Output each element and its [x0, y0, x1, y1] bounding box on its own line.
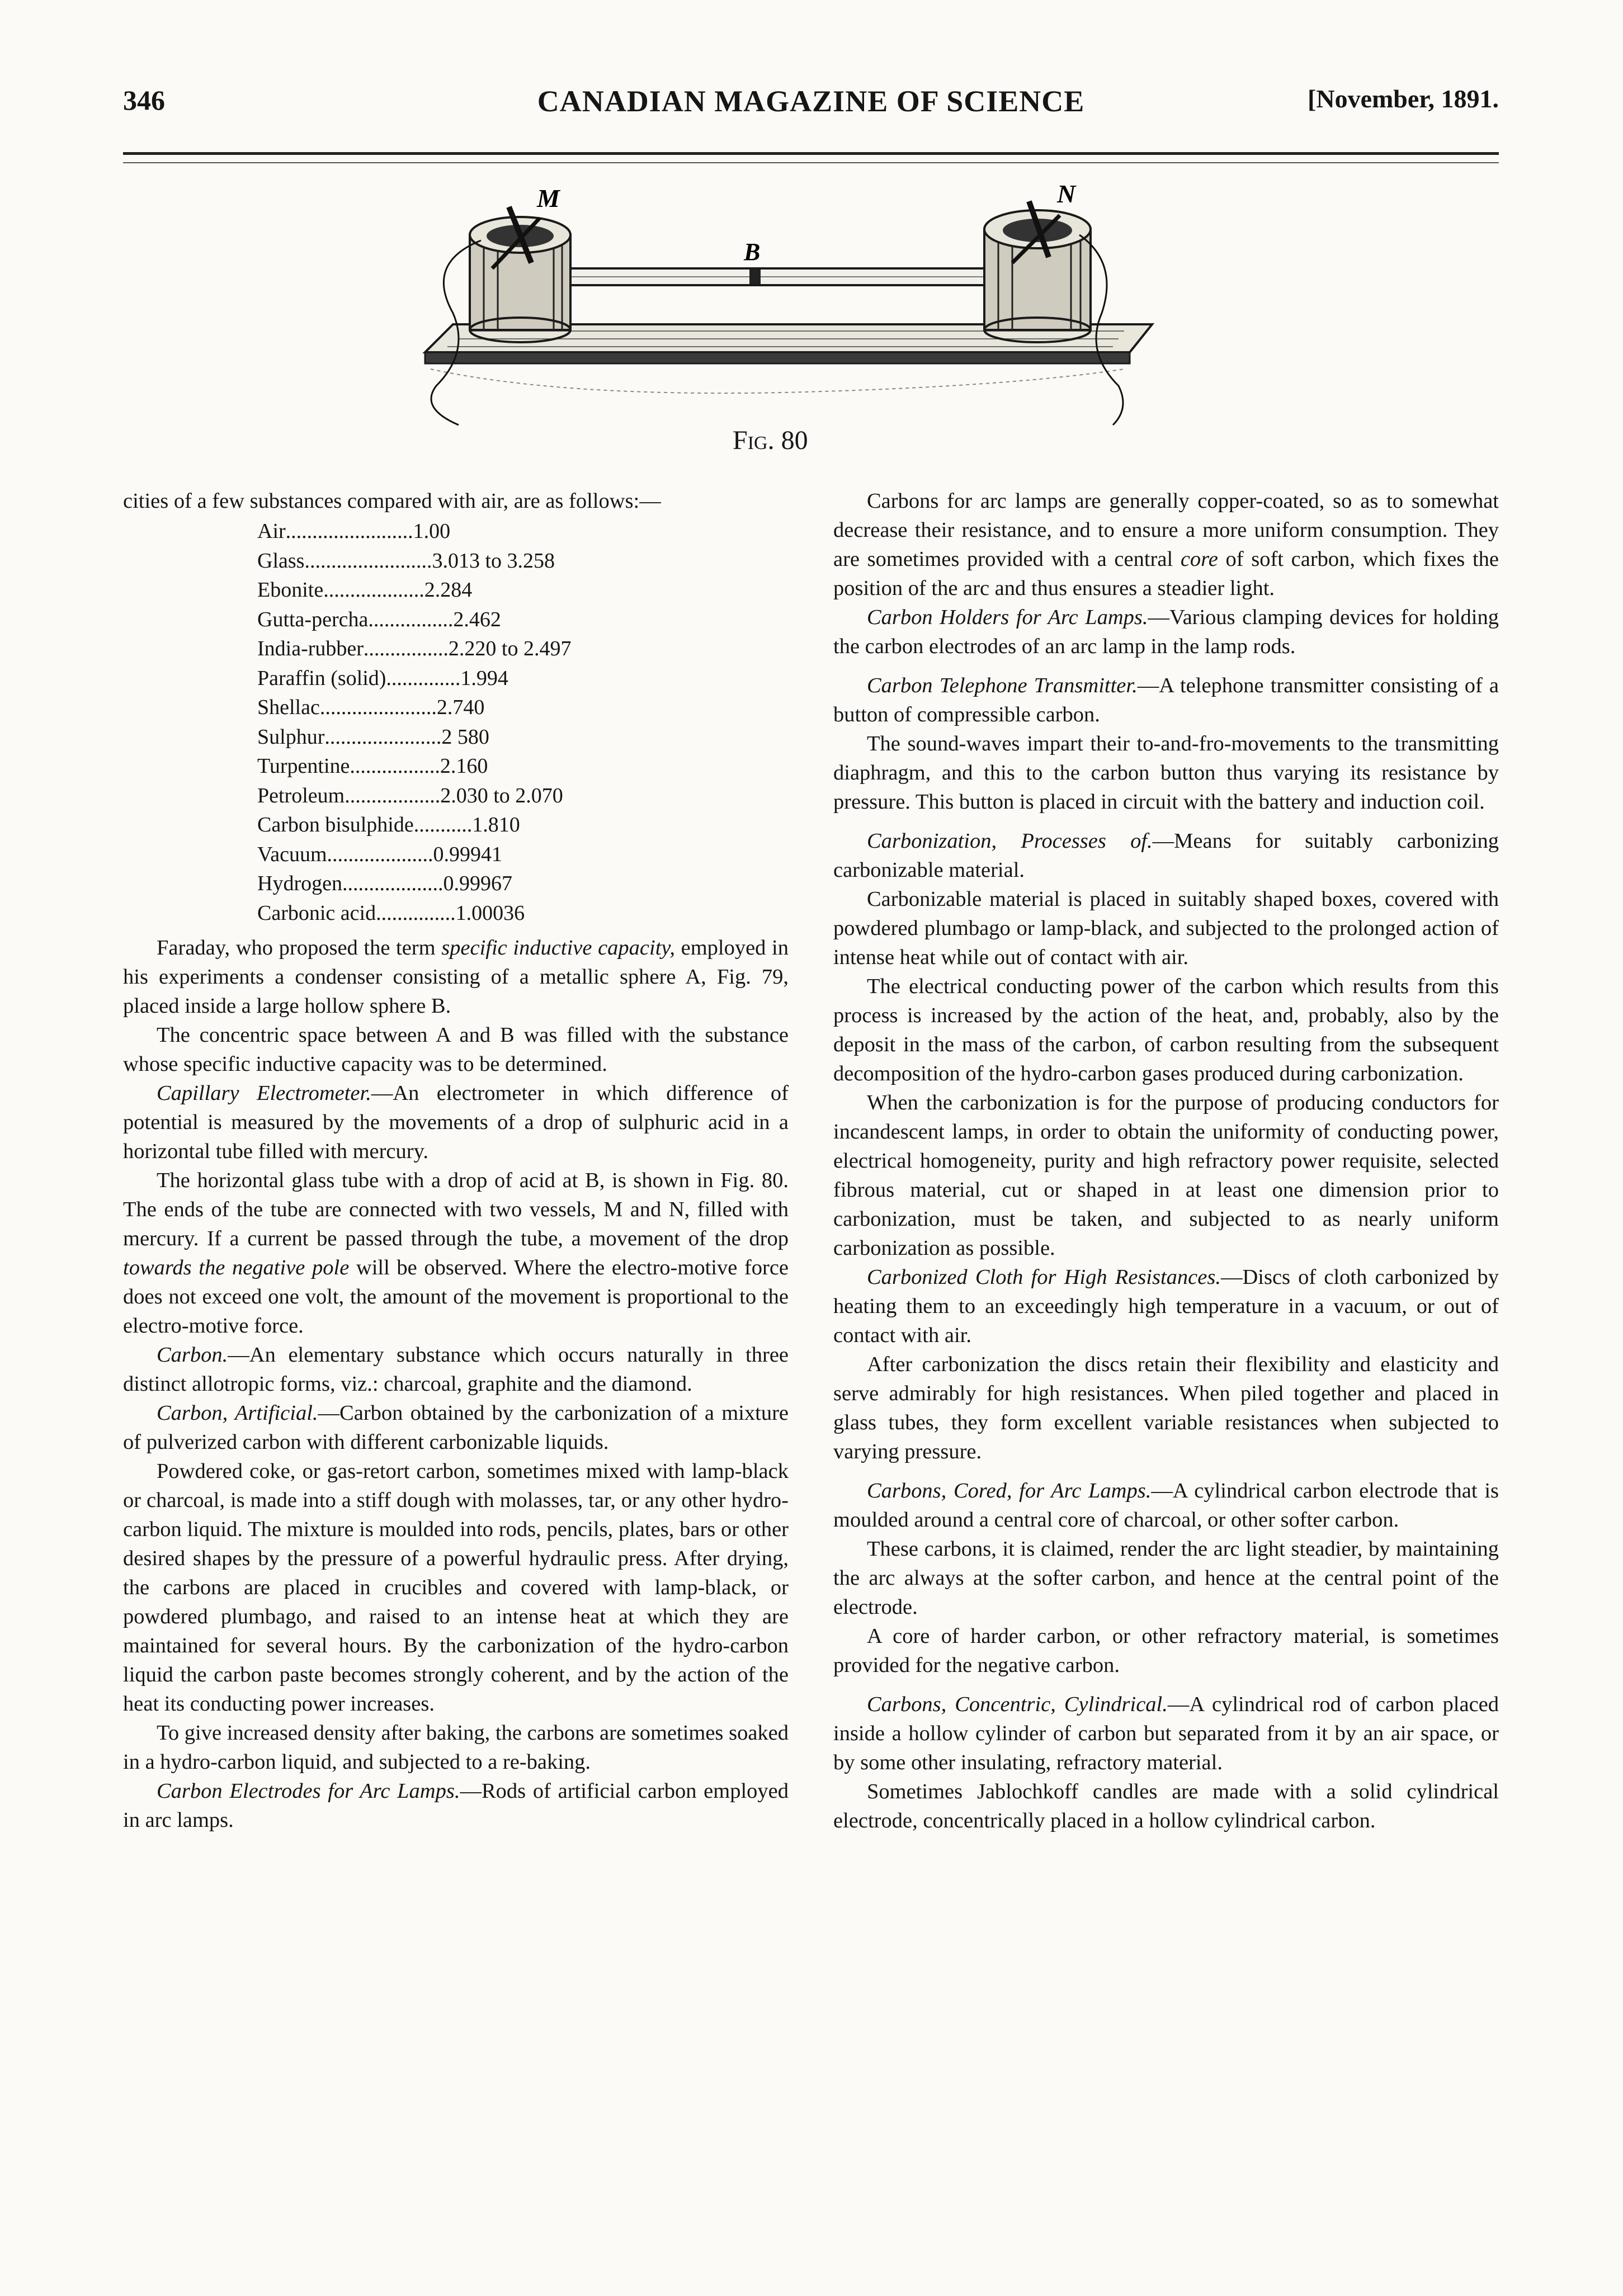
dot-leader: ................: [363, 637, 449, 660]
table-row: [257, 634, 789, 664]
entry-carbons-concentric: Carbons, Concentric, Cylindrical.—A cylindrical rod of carbon placed inside a hollow cylinder of carbon but separated from it by an air space, or by some other insulating, refractory material.: [833, 1693, 1499, 1774]
entry-heading: Carbon, Artificial.: [157, 1401, 318, 1425]
capacity-value: 1.810: [472, 813, 520, 837]
entry-carbon-artificial: Carbon, Artificial.—Carbon obtained by the carbonization of a mixture of pulverized carbon with different carbonizable liquids.: [123, 1401, 789, 1454]
electrometer-illustration: [391, 185, 1163, 431]
entry-heading: Carbons, Cored, for Arc Lamps.: [867, 1479, 1152, 1503]
table-row: [257, 722, 789, 752]
capillary-electrometer-figure: [391, 185, 1163, 431]
entry-heading: Capillary Electrometer.: [157, 1081, 371, 1105]
substance-name: Sulphur: [257, 725, 325, 749]
dot-leader: ................: [368, 607, 454, 631]
inductive-capacity-table: [257, 517, 789, 928]
capacity-value: 2.740: [436, 696, 485, 719]
capacity-value: 2.284: [424, 578, 473, 602]
journal-title: CANADIAN MAGAZINE OF SCIENCE: [537, 84, 1085, 118]
paragraph-harder-core: A core of harder carbon, or other refractory material, is sometimes provided for the negative carbon.: [833, 1624, 1499, 1677]
capacity-value: 2.462: [453, 607, 501, 631]
capacity-value: 3.013 to 3.258: [432, 549, 555, 573]
substance-name: Air: [257, 519, 286, 543]
substance-name: Paraffin (solid): [257, 666, 386, 690]
table-intro: cities of a few substances compared with air, are as follows:—: [123, 489, 661, 513]
issue-date: [November, 1891.: [1308, 84, 1499, 113]
entry-heading: Carbon Telephone Transmitter.: [867, 674, 1138, 697]
running-header: [123, 84, 1499, 129]
dot-leader: ..................: [345, 783, 441, 807]
entry-carbon-electrodes: Carbon Electrodes for Arc Lamps.—Rods of artificial carbon employed in arc lamps.: [123, 1779, 789, 1832]
paragraph-horizontal-tube: The horizontal glass tube with a drop of acid at B, is shown in Fig. 80. The ends of the tube are connected with two vessels, M and N, filled with mercury. If a current be passed through the tube, a movement of the drop towards the negative pole will be observed. Where the electro-motive force does not exceed one volt, the amount of the movement is proportional to the electro-motive force.: [123, 1169, 789, 1338]
dot-leader: ...............: [376, 901, 456, 925]
substance-name: Glass: [257, 549, 305, 573]
entry-heading: Carbonization, Processes of.: [867, 829, 1153, 853]
page-number: 346: [123, 84, 165, 116]
entry-carbonized-cloth: Carbonized Cloth for High Resistances.—Discs of cloth carbonized by heating them to an exceedingly high temperature in a vacuum, or out of contact with air.: [833, 1265, 1499, 1347]
caption-fig-number: 80: [781, 426, 808, 455]
paragraph-copper-coated: Carbons for arc lamps are generally copper-coated, so as to somewhat decrease their resistance, and to ensure a more uniform consumption. They are sometimes provided with a central core of soft carbon, which fixes the position of the arc and thus ensures a steadier light.: [833, 489, 1499, 600]
dot-leader: ....................: [327, 842, 433, 866]
capacity-value: 2 580: [441, 725, 489, 749]
entry-telephone-transmitter: Carbon Telephone Transmitter.—A telephone transmitter consisting of a button of compressible carbon.: [833, 674, 1499, 726]
vessel-m: [470, 207, 570, 342]
acid-drop: [749, 270, 761, 284]
table-row: [257, 575, 789, 605]
paragraph-incandescent: When the carbonization is for the purpose of producing conductors for incandescent lamps, in order to obtain the uniformity of conducting power, electrical homogeneity, purity and high refractory power requisite, selected fibrous material, cut or shaped in at least one dimension prior to carbonization, must be taken, and subjected to as nearly uniform carbonization as possible.: [833, 1091, 1499, 1260]
table-row: [257, 546, 789, 576]
dot-leader: ..............: [386, 666, 461, 690]
vessel-n: [984, 201, 1091, 342]
substance-name: Ebonite: [257, 578, 324, 602]
header-rule-thin: [123, 162, 1499, 163]
substance-name: Vacuum: [257, 842, 327, 866]
entry-carbons-cored: Carbons, Cored, for Arc Lamps.—A cylindrical carbon electrode that is moulded around a central core of charcoal, or other softer carbon.: [833, 1479, 1499, 1532]
substance-name: Hydrogen: [257, 872, 342, 895]
right-column: [833, 486, 1499, 1835]
table-row: [257, 899, 789, 928]
substance-name: Carbon bisulphide: [257, 813, 414, 837]
paragraph-powdered-coke: Powdered coke, or gas-retort carbon, sometimes mixed with lamp-black or charcoal, is made into a stiff dough with molasses, tar, or any other hydro-carbon liquid. The mixture is moulded into rods, pencils, plates, bars or other desired shapes by the pressure of a powerful hydraulic press. After drying, the carbons are placed in crucibles and covered with lamp-black, or powdered plumbago, and raised to an intense heat at which they are maintained for several hours. By the carbonization of the hydro-carbon liquid the carbon paste becomes strongly coherent, and by the action of the heat its conducting power increases.: [123, 1459, 789, 1716]
paragraph-discs: After carbonization the discs retain their flexibility and elasticity and serve admirably for high resistances. When piled together and placed in glass tubes, they form excellent variable resistances when subjected to varying pressure.: [833, 1353, 1499, 1463]
paragraph-jablochkoff: Sometimes Jablochkoff candles are made with a solid cylindrical electrode, concentrically placed in a hollow cylindrical carbon.: [833, 1780, 1499, 1832]
entry-heading: Carbonized Cloth for High Resistances.: [867, 1265, 1221, 1289]
dot-leader: ...................: [323, 578, 424, 602]
paragraph-concentric: The concentric space between A and B was filled with the substance whose specific inductive capacity was to be determined.: [123, 1023, 789, 1076]
capacity-value: 1.994: [460, 666, 508, 690]
label-m: M: [537, 185, 560, 212]
capacity-value: 0.99941: [433, 842, 503, 866]
substance-name: Shellac: [257, 696, 320, 719]
entry-heading: Carbons, Concentric, Cylindrical.: [867, 1693, 1168, 1716]
label-b: B: [744, 238, 761, 266]
dot-leader: ...........: [413, 813, 473, 837]
dot-leader: ........................: [285, 519, 413, 543]
capacity-value: 1.00: [413, 519, 451, 543]
capacity-value: 1.00036: [455, 901, 525, 925]
paragraph-density: To give increased density after baking, the carbons are sometimes soaked in a hydro-carbon liquid, and subjected to a re-baking.: [123, 1721, 789, 1774]
paragraph-faraday: Faraday, who proposed the term specific inductive capacity, employed in his experiments a condenser consisting of a metallic sphere A, Fig. 79, placed inside a large hollow sphere B.: [123, 936, 789, 1018]
dot-leader: ......................: [324, 725, 442, 749]
dot-leader: ...................: [342, 872, 444, 895]
table-row: [257, 605, 789, 635]
entry-heading: Carbon Electrodes for Arc Lamps.: [157, 1779, 460, 1803]
entry-heading: Carbon.: [157, 1343, 228, 1367]
table-row: [257, 752, 789, 781]
paragraph-boxes: Carbonizable material is placed in suitably shaped boxes, covered with powdered plumbago or lamp-black, and subjected to the prolonged action of intense heat while out of contact with air.: [833, 887, 1499, 969]
entry-carbon-holders: Carbon Holders for Arc Lamps.—Various clamping devices for holding the carbon electrodes of an arc lamp in the lamp rods.: [833, 606, 1499, 658]
paragraph-steadier: These carbons, it is claimed, render the arc light steadier, by maintaining the arc always at the softer carbon, and hence at the central point of the electrode.: [833, 1537, 1499, 1619]
header-rule-thick: [123, 152, 1499, 155]
paragraph-conducting-power: The electrical conducting power of the carbon which results from this process is increased by the action of the heat, and, probably, also by the deposit in the mass of the carbon, of carbon resulting from the subsequent decomposition of the hydro-carbon gases produced during carbonization.: [833, 975, 1499, 1085]
table-row: [257, 781, 789, 811]
table-row: [257, 693, 789, 722]
entry-capillary-electrometer: Capillary Electrometer.—An electrometer in which difference of potential is measured by the movements of a drop of sulphuric acid in a horizontal tube filled with mercury.: [123, 1081, 789, 1163]
figure-caption: [733, 425, 900, 456]
dot-leader: ......................: [319, 696, 437, 719]
substance-name: Turpentine: [257, 754, 350, 778]
capacity-value: 2.160: [440, 754, 488, 778]
substance-name: Petroleum: [257, 783, 345, 807]
table-row: [257, 840, 789, 870]
paragraph-sound-waves: The sound-waves impart their to-and-fro-movements to the transmitting diaphragm, and this to the carbon button thus varying its resistance by pressure. This button is placed in circuit with the battery and induction coil.: [833, 732, 1499, 814]
caption-fig-label: Fig.: [733, 426, 775, 455]
table-row: [257, 517, 789, 546]
entry-heading: Carbon Holders for Arc Lamps.: [867, 606, 1148, 629]
dot-leader: ........................: [304, 549, 432, 573]
table-row: [257, 810, 789, 840]
capacity-value: 0.99967: [443, 872, 512, 895]
substance-name: Carbonic acid: [257, 901, 376, 925]
entry-carbon: Carbon.—An elementary substance which occurs naturally in three distinct allotropic forms, viz.: charcoal, graphite and the diamond.: [123, 1343, 789, 1396]
substance-name: India-rubber: [257, 637, 364, 660]
label-n: N: [1057, 185, 1076, 208]
substance-name: Gutta-percha: [257, 607, 369, 631]
table-row: [257, 869, 789, 899]
table-row: [257, 664, 789, 693]
capacity-value: 2.220 to 2.497: [448, 637, 572, 660]
left-column: [123, 486, 789, 1835]
capacity-value: 2.030 to 2.070: [440, 783, 563, 807]
dot-leader: .................: [350, 754, 440, 778]
entry-carbonization-processes: Carbonization, Processes of.—Means for suitably carbonizing carbonizable material.: [833, 829, 1499, 882]
